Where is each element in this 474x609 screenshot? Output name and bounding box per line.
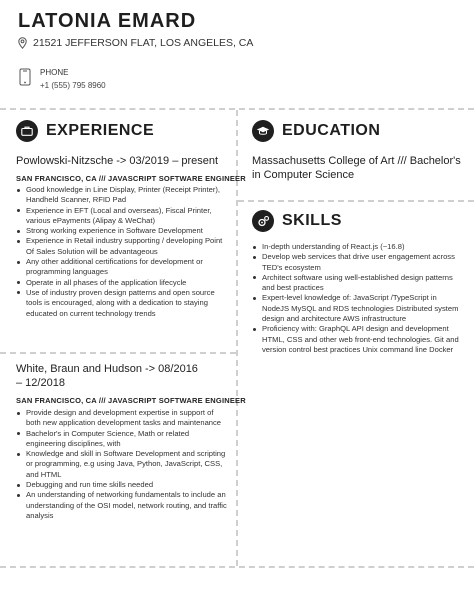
education-title: EDUCATION <box>282 122 381 139</box>
job-subtitle: SAN FRANCISCO, CA /// JAVASCRIPT SOFTWARE ENGINEER <box>16 396 246 405</box>
phone-label: PHONE <box>40 68 69 77</box>
gears-icon <box>252 210 274 232</box>
right-column-divider <box>238 200 474 202</box>
job-title: White, Braun and Hudson -> 08/2016 – 12/2018 <box>16 363 198 389</box>
list-item: Architect software using well-established design patterns and best practices <box>252 273 462 294</box>
list-item: Operate in all phases of the application lifecycle <box>16 278 228 288</box>
candidate-name: LATONIA EMARD <box>18 10 197 32</box>
list-item: An understanding of networking fundamentals to include an understanding of the OSI model, network routing, and traffic analysis <box>16 490 228 521</box>
list-item: In-depth understanding of React.js (~16.8) <box>252 242 462 252</box>
job-subtitle: SAN FRANCISCO, CA /// JAVASCRIPT SOFTWARE ENGINEER <box>16 174 246 183</box>
skills-title: SKILLS <box>282 212 342 229</box>
skills-header <box>252 210 342 232</box>
list-item: Use of industry proven design patterns and open source tools is encouraged, along with a dedication to staying educated on current technology trends <box>16 288 228 319</box>
briefcase-icon <box>16 120 38 142</box>
footer-divider <box>0 566 474 568</box>
job-title: Powlowski-Nitzsche -> 03/2019 – present <box>16 155 219 167</box>
job-bullets <box>16 185 228 319</box>
list-item: Debugging and run time skills needed <box>16 480 228 490</box>
list-item: Develop web services that drive user engagement across TED's ecosystem <box>252 252 462 273</box>
experience-header <box>16 120 154 142</box>
phone-icon <box>18 68 32 86</box>
list-item: Any other additional certifications for development or programming languages <box>16 257 228 278</box>
list-item: Proficiency with: GraphQL API design and development HTML, CSS and other web front-end technologies. Git and version control best practices Unix command line Docker <box>252 324 462 355</box>
address-row <box>18 37 253 49</box>
education-entry: Massachusetts College of Art /// Bachelor's in Computer Science <box>252 155 461 181</box>
list-item: Bachelor's in Computer Science, Math or related engineering disciplines, with <box>16 429 228 450</box>
address-text: 21521 JEFFERSON FLAT, LOS ANGELES, CA <box>33 37 254 49</box>
list-item: Good knowledge in Line Display, Printer (Receipt Printer), Handheld Scanner, RFID Pad <box>16 185 228 206</box>
graduation-cap-icon <box>252 120 274 142</box>
experience-title: EXPERIENCE <box>46 122 155 139</box>
list-item: Strong working experience in Software Development <box>16 226 228 236</box>
list-item: Provide design and development expertise in support of both new application development tasks and maintenance <box>16 408 228 429</box>
list-item: Expert-level knowledge of: JavaScript /TypeScript in NodeJS MySQL and RDS technologies Distributed system design and architecture AWS infrastructure <box>252 293 462 324</box>
education-header <box>252 120 380 142</box>
skills-list <box>252 242 462 355</box>
list-item: Knowledge and skill in Software Development and scripting or programming, e.g using Java, Python, JavaScript, CSS, and HTML <box>16 449 228 480</box>
phone-block <box>18 68 106 90</box>
list-item: Experience in Retail industry supporting / developing Point Of Sales Solution will be advantageous <box>16 236 228 257</box>
map-pin-icon <box>18 37 27 49</box>
phone-value: +1 (555) 795 8960 <box>40 81 106 90</box>
job-bullets <box>16 408 228 521</box>
list-item: Experience in EFT (Local and overseas), Fiscal Printer, various ePayments (Alipay & WeChat) <box>16 206 228 227</box>
left-column-divider <box>0 352 236 354</box>
